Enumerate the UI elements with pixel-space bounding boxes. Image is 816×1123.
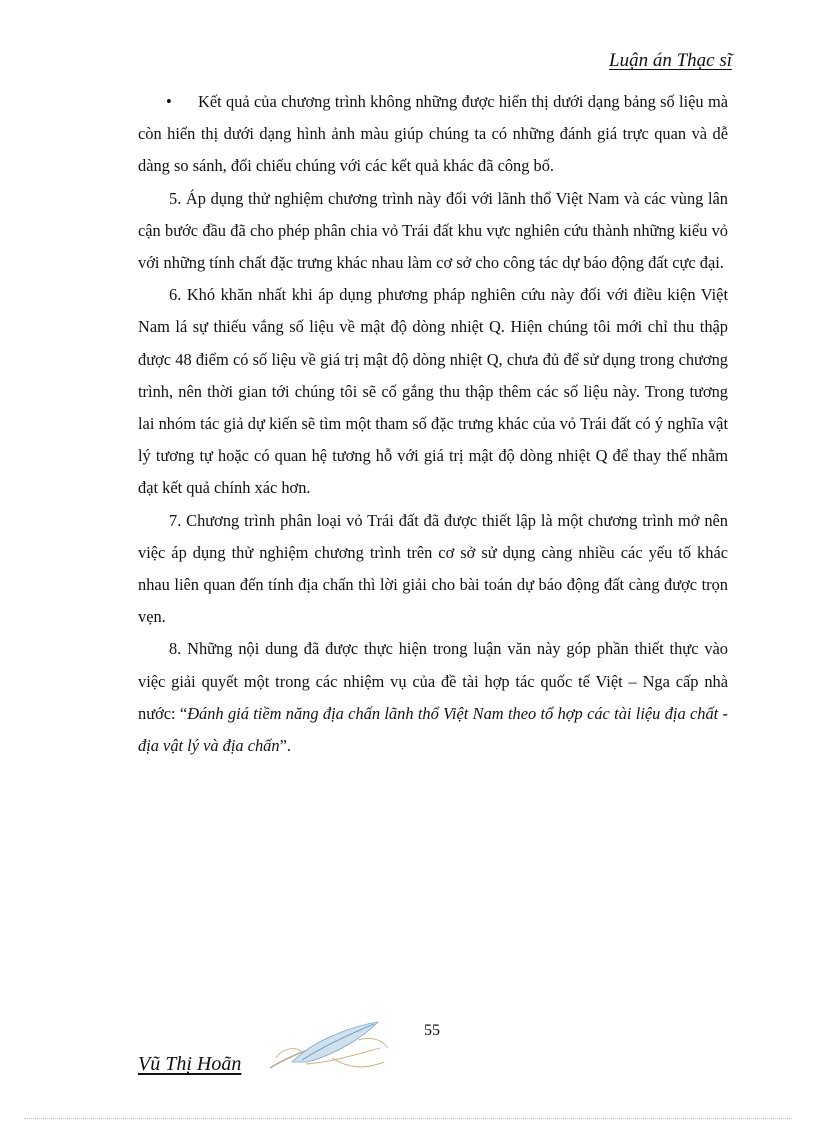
author-name: Vũ Thị Hoãn bbox=[138, 1053, 242, 1075]
paragraph-7: 7. Chương trình phân loại vỏ Trái đất đã được thiết lập là một chương trình mở nên việc áp dụng thử nghiệm chương trình trên cơ sở sử dụng càng nhiều các yếu tố khác nhau liên quan đến tính địa chấn thì lời giải cho bài toán dự báo động đất càng được trọn vẹn. bbox=[138, 510, 728, 627]
running-header: Luận án Thạc sĩ bbox=[609, 50, 732, 71]
paragraph-8 bbox=[138, 633, 728, 762]
paragraph-8-intro: 8. Những nội dung đã được thực hiện trong luận văn này góp phần thiết thực vào việc giải quyết một trong các nhiệm vụ của đề tài hợp tác quốc tế Việt – Nga cấp nhà nước: “ bbox=[138, 639, 728, 723]
paragraph-6: 6. Khó khăn nhất khi áp dụng phương pháp nghiên cứu này đối với điều kiện Việt Nam lá sự thiếu vắng số liệu về mật độ dòng nhiệt Q. Hiện chúng tôi mới chỉ thu thập được 48 điểm có số liệu về giá trị mật độ dòng nhiệt Q, chưa đủ để sử dụng trong chương trình, nên thời gian tới chúng tôi sẽ cố gắng thu thập thêm các số liệu này. Trong tương lai nhóm tác giả dự kiến sẽ tìm một tham số đặc trưng khác của vỏ Trái đất có ý nghĩa vật lý tương tự hoặc có quan hệ tương hỗ với giá trị mật độ dòng nhiệt Q để thay thế nhằm đạt kết quả chính xác hơn. bbox=[138, 285, 728, 498]
paragraph-8-outro: ”. bbox=[279, 736, 291, 756]
project-title-quote: Đánh giá tiềm năng địa chấn lãnh thổ Việt Nam theo tổ hợp các tài liệu địa chất - địa vật lý và địa chấn bbox=[138, 703, 728, 756]
document-body bbox=[138, 86, 728, 762]
bullet-paragraph bbox=[138, 86, 728, 183]
feather-icon bbox=[262, 1018, 392, 1076]
bullet-text: Kết quả của chương trình không những được hiển thị dưới dạng bảng số liệu mà còn hiển thị dưới dạng hình ảnh màu giúp chúng ta có những đánh giá trực quan và dễ dàng so sánh, đối chiếu chúng với các kết quả khác đã công bố. bbox=[138, 92, 728, 176]
bullet-marker: • bbox=[166, 92, 172, 111]
bottom-divider bbox=[24, 1118, 792, 1119]
paragraph-5: 5. Áp dụng thử nghiệm chương trình này đối với lãnh thổ Việt Nam và các vùng lân cận bước đầu đã cho phép phân chia vỏ Trái đất khu vực nghiên cứu thành những kiểu vỏ với những tính chất đặc trưng khác nhau làm cơ sở cho công tác dự báo động đất cực đại. bbox=[138, 188, 728, 273]
page-number: 55 bbox=[424, 1022, 440, 1039]
